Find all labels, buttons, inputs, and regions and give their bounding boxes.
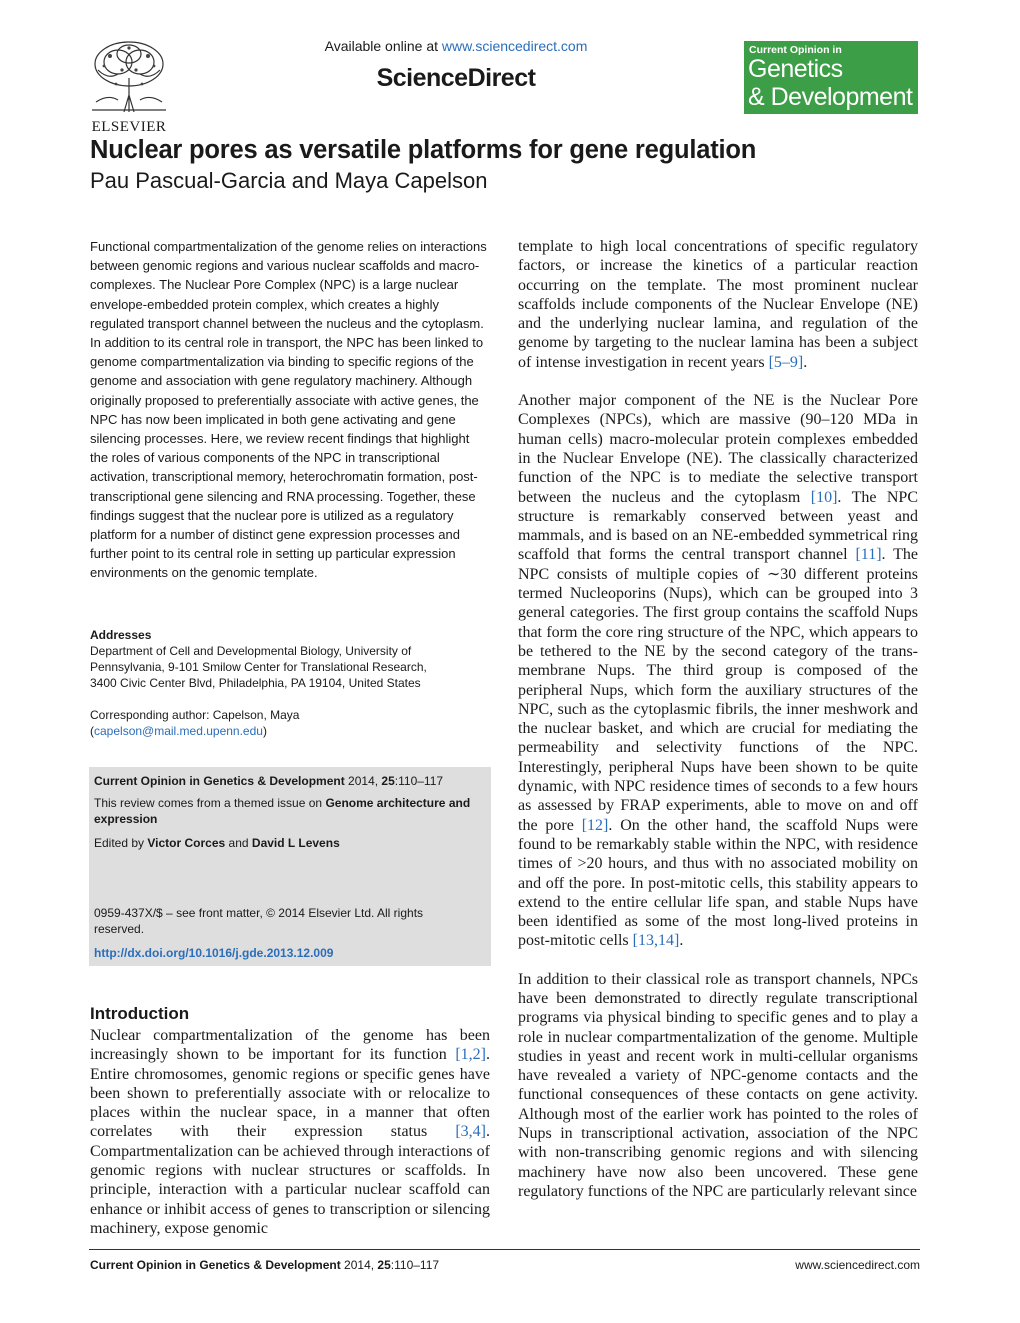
text-run: . Compartmentalization can be achieved through interactions of genomic regions with nuclear structures or scaffolds. In principle, interaction with a particular nuclear scaffold can enhance or inhibit access of genes to transcription or silencing machinery, expose genomic	[90, 1123, 490, 1237]
paren-close: )	[262, 724, 267, 738]
citation-link[interactable]: [10]	[810, 488, 838, 506]
text-run: . Entire chromosomes, genomic regions or specific genes have been shown to preferentially associate with or relocalize to places within the nuclear space, in a manner that often correlates with their expression status	[90, 1046, 490, 1141]
citation-link[interactable]: [13,14]	[632, 932, 680, 950]
right-column	[518, 237, 918, 1220]
text-run: . The NPC structure is remarkably conserved between yeast and mammals, and is based on an NE-embedded symmetrical ring scaffold that forms the central transport channel	[518, 488, 919, 564]
footer-website: www.sciencedirect.com	[795, 1258, 920, 1272]
introduction-body	[90, 1026, 490, 1238]
sciencedirect-wordmark: ScienceDirect	[376, 64, 536, 92]
citation-link[interactable]: [11]	[855, 546, 882, 564]
citation-journal: Current Opinion in Genetics & Development	[94, 774, 345, 788]
copyright	[94, 905, 486, 937]
paren-open: (	[90, 724, 94, 738]
citation-link[interactable]: [12]	[581, 816, 609, 834]
addresses	[90, 627, 490, 691]
article-title: Nuclear pores as versatile platforms for gene regulation	[90, 136, 757, 164]
footer-journal: Current Opinion in Genetics & Development	[90, 1258, 341, 1272]
introduction-heading: Introduction	[90, 1004, 190, 1023]
text-run: Another major component of the NE is the Nuclear Pore Complexes (NPCs), which are massive (90–120 MDa in human cells) macro-molecular protein complexes embedded in the Nuclear Envelope (NE). The classically characterized function of the NPC is to mediate the selective transport between the nucleus and the cytoplasm	[518, 392, 918, 506]
edited-and: and	[228, 836, 249, 850]
sciencedirect-link[interactable]: www.sciencedirect.com	[441, 38, 588, 54]
citation-pages: :110–117	[394, 774, 444, 788]
address-line: Department of Cell and Developmental Biology, University of	[90, 644, 412, 658]
article-info-box	[89, 767, 491, 966]
address-line: 3400 Civic Center Blvd, Philadelphia, PA 19104, United States	[90, 676, 421, 690]
addresses-heading: Addresses	[90, 628, 152, 642]
edited-by	[94, 835, 486, 851]
citation-volume: 25	[381, 774, 395, 788]
themed-prefix: This review comes from a themed issue on	[94, 796, 323, 810]
elsevier-wordmark: ELSEVIER	[91, 119, 167, 135]
copyright-line: reserved.	[94, 922, 145, 936]
themed-topic: Genome architecture and expression	[94, 796, 471, 826]
author-email-link[interactable]: capelson@mail.med.upenn.edu	[94, 724, 263, 738]
text-run: .	[803, 353, 808, 371]
text-run: .	[679, 932, 684, 950]
footer-divider	[89, 1249, 920, 1250]
footer-citation	[90, 1258, 439, 1272]
paragraph: In addition to their classical role as transport channels, NPCs have been demonstrated to directly regulate transcriptional programs via physical binding to specific genes and to play a role in nuclear compartmentalization of the genome. Multiple studies in yeast and recent work in multi-cellular organisms have revealed a variety of NPC-genome contacts and the functional consequences of these contacts on gene activity. Although most of the earlier work has pointed to the roles of Nups in transcriptional activation, association of the NPC with non-transcribing genomic regions and with silencing machinery have now also been uncovered. These gene regulatory functions of the NPC are particularly relevant since	[518, 970, 918, 1200]
copyright-line: 0959-437X/$ – see front matter, © 2014 Elsevier Ltd. All rights	[94, 906, 424, 920]
text-run: Nuclear compartmentalization of the genome has been increasingly shown to be important for its function	[90, 1027, 490, 1064]
citation-line	[94, 773, 486, 789]
journal-logo-line2: & Development	[748, 83, 913, 111]
footer-volume: 25	[377, 1258, 391, 1272]
journal-logo-line1: Genetics	[748, 55, 843, 83]
citation-link[interactable]: [3,4]	[455, 1123, 486, 1141]
journal-logo	[744, 41, 918, 114]
paragraph	[518, 391, 918, 951]
footer-year: 2014,	[344, 1258, 375, 1272]
text-run: . On the other hand, the scaffold Nups were found to be remarkably stable within the NPC, with residence times of >20 hours, and thus with no associated mobility on and off the pore. In post-mitotic cells, this stability appears to extend to the entire cellular life span, and stable Nups have been identified as some of the most long-lived proteins in post-mitotic cells	[518, 816, 918, 950]
abstract: Functional compartmentalization of the genome relies on interactions between genomic regions and various nuclear scaffolds and macro-complexes. The Nuclear Pore Complex (NPC) is a large nuclear envelope-embedded protein complex, which creates a highly regulated transport channel between the nucleus and the cytoplasm. In addition to its central role in transport, the NPC has been linked to genome compartmentalization via binding to specific regions of the genome and association with gene regulatory machinery. Although originally proposed to preferentially associate with active genes, the NPC has now been implicated in both gene activating and gene silencing processes. Here, we review recent findings that highlight the roles of various components of the NPC in transcriptional activation, transcriptional memory, heterochromatin formation, post-transcriptional gene silencing and RNA processing. Together, these findings suggest that the nuclear pore is utilized as a regulatory platform for a number of distinct gene expression processes and further point to its central role in setting up particular expression environments on the genomic template.	[90, 239, 487, 581]
address-line: Pennsylvania, 9-101 Smilow Center for Translational Research,	[90, 660, 427, 674]
article-authors: Pau Pascual-Garcia and Maya Capelson	[90, 168, 488, 193]
doi-line	[94, 945, 486, 961]
corresponding-author	[90, 707, 490, 739]
paragraph	[518, 237, 918, 372]
editor-name: Victor Corces	[147, 836, 226, 850]
citation-link[interactable]: [5–9]	[768, 353, 804, 371]
themed-issue	[94, 795, 486, 827]
citation-link[interactable]: [1,2]	[455, 1046, 486, 1064]
text-run: . The NPC consists of multiple copies of ∼30 different proteins termed Nucleoporins (Nups), which can be grouped into 3 general categories. The first group contains the scaffold Nups that form the core ring structure of the NPC, which appears to be tethered to the NE by the second category of the trans-membrane Nups. The third group is composed of the peripheral Nups, which form the auxiliary structures of the NPC, such as the cytoplasmic fibrils, the inner meshwork and the nuclear basket, and which are crucial for mediating the permeability and selectivity functions of the NPC. Interestingly, peripheral Nups have been shown to be quite dynamic, with NPC residence times of seconds to a few hours as assessed by FRAP experiments, able to move on and off the pore	[518, 546, 918, 834]
paragraph	[90, 1026, 490, 1238]
available-prefix: Available online at	[324, 38, 438, 54]
text-run: template to high local concentrations of specific regulatory factors, or increase the kinetics of a particular reaction occurring on the template. The most prominent nuclear scaffolds include components of the Nuclear Envelope (NE) and the underlying nuclear lamina, and regulation of the genome by targeting to the nuclear lamina has been a subject of intense investigation in recent years	[518, 238, 918, 371]
corresponding-line: Corresponding author: Capelson, Maya	[90, 708, 300, 722]
footer-pages: :110–117	[390, 1258, 440, 1272]
edited-prefix: Edited by	[94, 836, 145, 850]
journal-logo-small: Current Opinion in	[749, 44, 842, 56]
editor-name: David L Levens	[251, 836, 340, 850]
citation-year: 2014,	[348, 774, 379, 788]
doi-link[interactable]: http://dx.doi.org/10.1016/j.gde.2013.12.009	[94, 946, 334, 960]
